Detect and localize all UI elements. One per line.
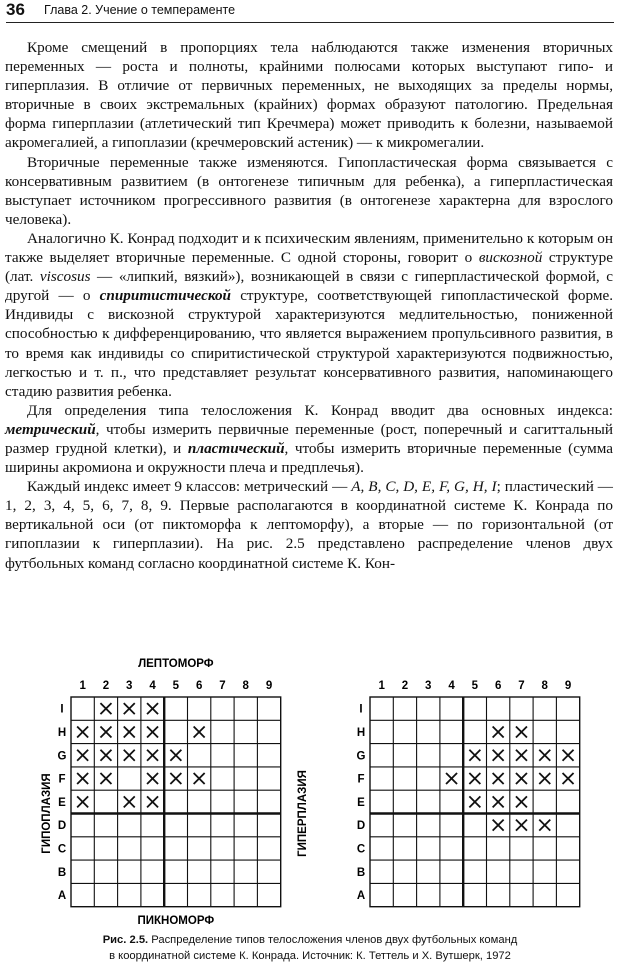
grid-2-row-label: H [356,726,366,739]
text-segment: Каждый индекс имеет 9 классов: метрический — [27,478,352,496]
grid-2-row-label: C [356,843,366,856]
grid-2-row-label: I [359,703,363,716]
grid-2-row-label: F [357,773,365,786]
top-axis-label: ЛЕПТОМОРФ [138,658,214,670]
grid-2-col-label: 1 [378,680,385,692]
grid-2-row-label: E [357,796,365,809]
grid-1-col-label: 6 [195,680,203,692]
grid-1-row-label: E [58,796,66,809]
text-segment: Аналогично К. Конрад подходит и к психическим явлениям, применительно к которым он также выделяет вторичные переменные. С одной стороны, говорит о [5,229,613,267]
caption-label: Рис. 2.5. [102,934,149,946]
grid-1-row-label: B [57,866,67,879]
grid-1-col-label: 9 [265,680,273,692]
bottom-axis-label: ПИКНОМОРФ [137,915,215,927]
grid-1-col-label: 2 [102,680,110,692]
grid-2-col-label: 5 [471,680,479,692]
text-segment: Для определения типа телосложения К. Конрад вводит два основных индекса: [27,401,613,419]
grid-2-col-label: 9 [564,680,572,692]
grid-1-row-label: G [57,750,67,763]
text-segment: , чтобы измерить вторичные переменные (сумма ширины акромиона и окружности плеча и предплечья). [5,439,613,477]
grid-1-col-label: 7 [219,680,226,692]
text-segment: , чтобы измерить первичные переменные (рост, поперечный и сагиттальный размер грудной клетки), и [5,420,613,457]
running-title: Глава 2. Учение о темпераменте [44,3,236,17]
grid-2-row-label: A [356,890,366,903]
text-segment: пластический [187,439,285,457]
grid-1-row-label: A [57,890,67,903]
grid-1-col-label: 3 [126,680,133,692]
caption-line-2: в координатной системе К. Конрада. Источник: К. Теттель и Х. Вутшерк, 1972 [109,950,511,962]
grid-2-col-label: 7 [518,680,525,692]
left-axis-label: ГИПОПЛАЗИЯ [41,773,53,854]
grid-1-row-label: I [60,703,64,716]
text-segment: A, B, C, D, E, F, G, H, I [351,478,497,496]
grid-2-row-label: B [356,866,366,879]
page-number: 36 [6,0,25,19]
grid-2-col-label: 4 [448,680,455,692]
figure-caption [60,932,560,964]
text-segment: метрический [5,420,96,438]
grid-1-row-label: F [58,773,66,786]
grid-2-col-label: 6 [494,680,502,692]
grid-2-row-label: D [356,820,366,833]
grid-2-col-label: 3 [425,680,432,692]
grid-2-col-label: 8 [541,680,548,692]
grid-2-row-label: G [356,750,366,763]
text-segment: вискозной [478,249,543,267]
grid-1-col-label: 5 [172,680,180,692]
grid-1-col-label: 8 [242,680,249,692]
grid-1-col-label: 1 [79,680,86,692]
text-segment: спиритистической [99,287,231,305]
right-axis-label: ГИПЕРПЛАЗИЯ [297,770,309,857]
text-segment: Вторичные переменные также изменяются. Гипопластическая форма связывается с консервативным развитием (в онтогенезе типичным для ребенка), а гиперпластическая выступает источником прогрессивного развития (в онтогенезе характерна для взрослого человека). [5,153,613,228]
text-segment: структуре, соответствующей гипопластической форме. Индивиды с вискозной структурой характеризуются медлительностью, пониженной способностью к дифференцированию, что является выражением пропульсивного развития, в то время как индивиды со спиритистической структурой характеризуются подвижностью, легкостью и т. п., что представляет результат консервативного развития, напоминающего стадию развития ребенка. [5,287,613,400]
grid-1-col-label: 4 [149,680,156,692]
text-segment: структуре (лат. [5,249,613,286]
text-segment: Кроме смещений в пропорциях тела наблюдаются также изменения вторичных переменных — роста и полноты, крайними полюсами которых выступают гипо- и гиперплазия. В отличие от первичных переменных, не выходящих за пределы нормы, вторичные в своих экстремальных (крайних) формах образуют патологию. Предельная форма гиперплазии (атлетический тип Кречмера) может приводить к болезни, называемой акромегалией, а гипоплазии (кречмеровский астеник) — к микромегалии. [5,39,613,152]
grid-1-row-label: D [57,820,67,833]
grid-1-row-label: H [57,726,67,739]
text-segment: — «липкий, вязкий»), возникающей в связи с гиперпластической формой, с другой — о [5,268,613,305]
text-segment: viscosus [39,268,91,286]
text-segment: ; пластический — 1, 2, 3, 4, 5, 6, 7, 8, 9. Первые располагаются в координатной системе К. Конрада по вертикальной оси (от пиктоморфа к лептоморфу), а вторые — по горизонтальной (от гипоплазии к гиперплазии). На рис. 2.5 представлено распределение членов двух футбольных команд согласно координатной системе К. Кон- [5,478,613,572]
grid-2-col-label: 2 [401,680,409,692]
grid-1-row-label: C [57,843,67,856]
caption-line-1: Распределение типов телосложения членов двух футбольных команд [151,934,518,946]
